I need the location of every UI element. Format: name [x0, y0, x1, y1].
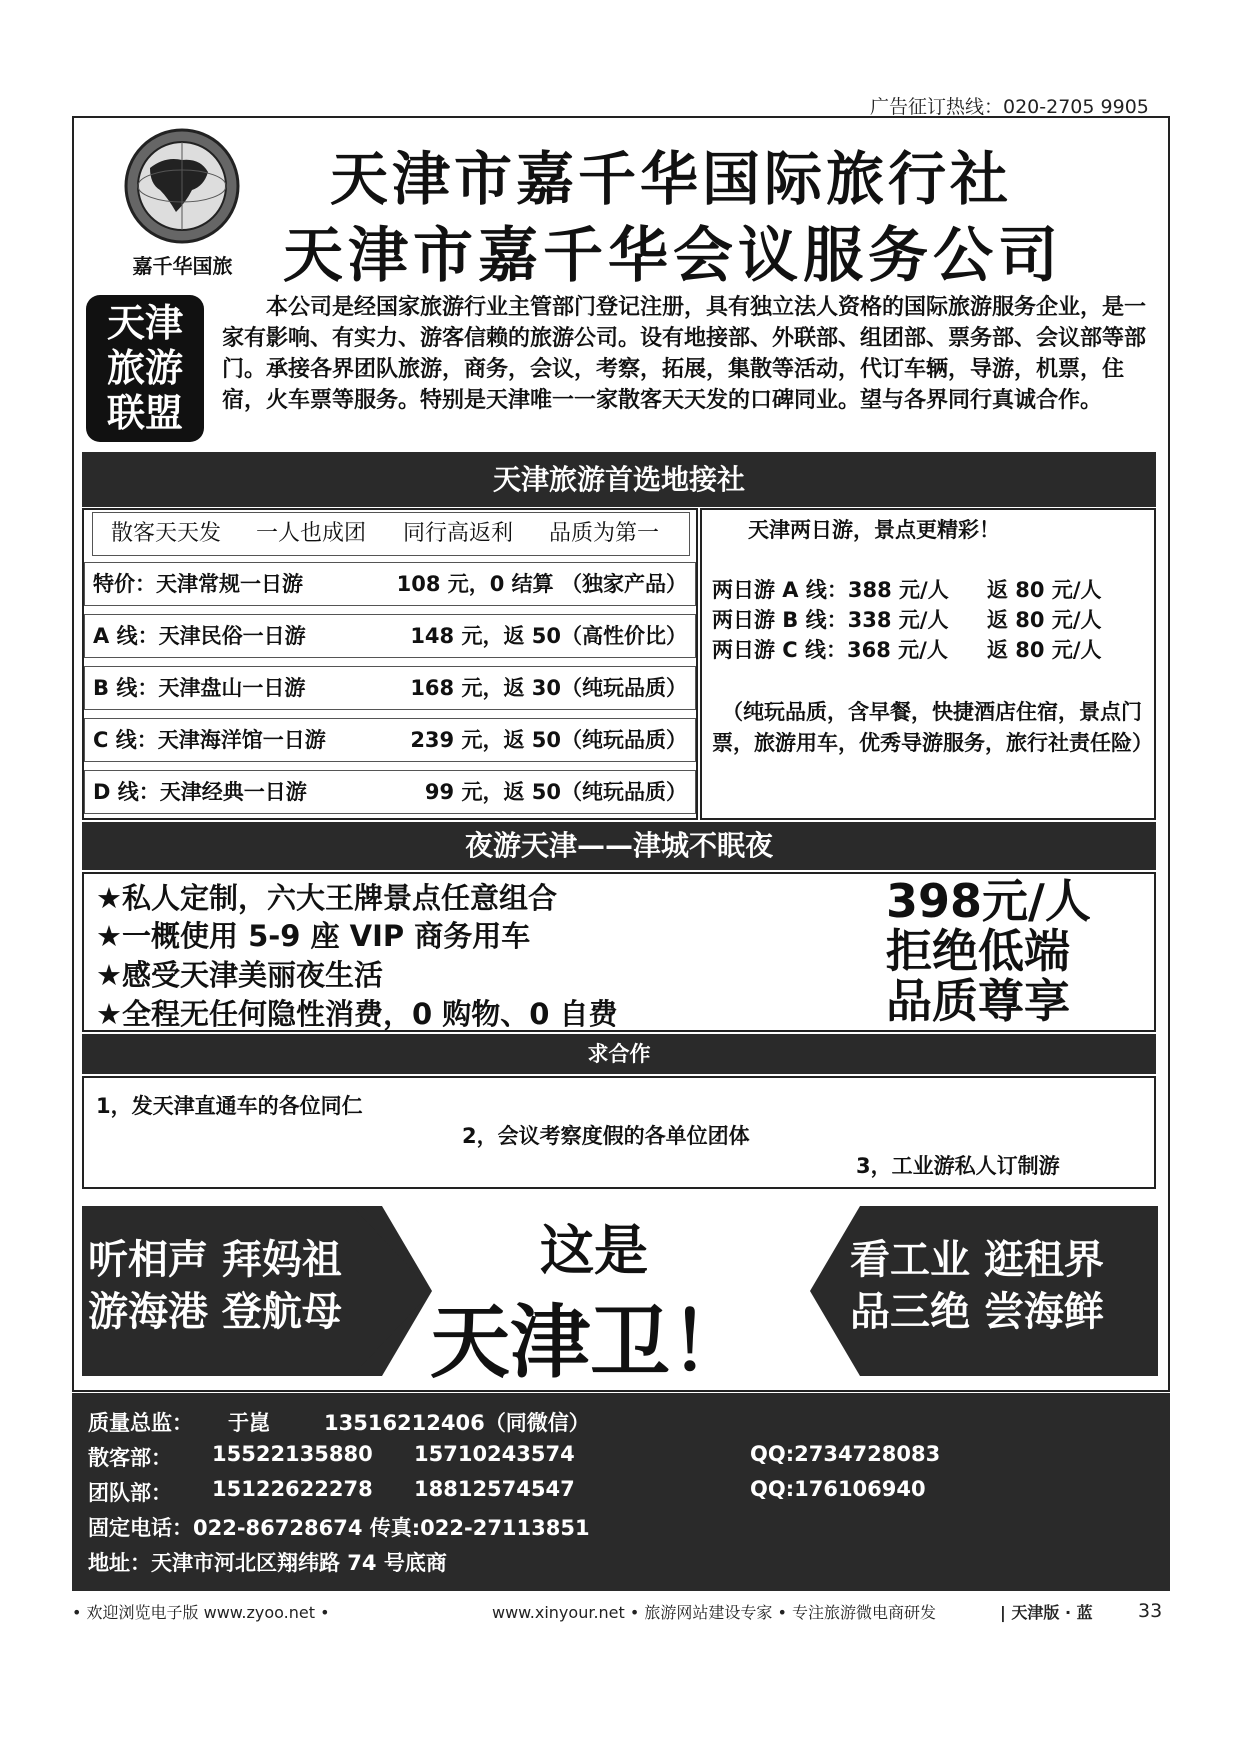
company-intro: 本公司是经国家旅游行业主管部门登记注册，具有独立法人资格的国际旅游服务企业，是一家有影响、有实力、游客信赖的旅游公司。设有地接部、外联部、组团部、票务部、会议部等部门。承接各界团队旅游，商务，会议，考察，拓展，集散等活动，代订车辆，导游，机票，住宿，火车票等服务。特别是天津唯一一家散客天天发的口碑同业。望与各界同行真诚合作。	[222, 295, 1147, 413]
slogan-row	[92, 512, 690, 556]
retail-label: 散客部：	[88, 1446, 172, 1470]
night-feature: ★全程无任何隐性消费，0 购物、0 自费	[96, 997, 618, 1031]
group-phone: 15122622278	[212, 1477, 373, 1501]
night-slogan: 品质尊享	[886, 974, 1070, 1028]
tour-row	[84, 666, 696, 710]
retail-qq: QQ:2734728083	[750, 1442, 941, 1466]
tour-price: 168 元，返 30（纯玩品质）	[410, 676, 687, 700]
banner-left-line: 游海港 登航母	[88, 1288, 342, 1335]
contact-block	[72, 1393, 1170, 1591]
edition-label: 天津版 · 蓝	[1011, 1603, 1093, 1622]
badge-line: 天津	[106, 301, 183, 345]
banner-right-panel	[810, 1206, 1158, 1376]
section-heading-night-tour: 夜游天津——津城不眠夜	[82, 822, 1156, 870]
section-heading-cooperation: 求合作	[82, 1034, 1156, 1074]
slogan: 一人也成团	[256, 521, 367, 546]
banner-headline-top: 这是	[540, 1218, 648, 1282]
night-feature: ★感受天津美丽夜生活	[96, 958, 383, 992]
banner-headline-main: 天津卫！	[430, 1295, 750, 1389]
two-day-price: 两日游 A 线：388 元/人	[712, 578, 949, 602]
tour-price: 99 元，返 50（纯玩品质）	[424, 780, 687, 804]
badge-line: 联盟	[106, 391, 183, 435]
section-heading-local-agency: 天津旅游首选地接社	[82, 452, 1156, 507]
retail-phone: 15710243574	[414, 1442, 575, 1466]
tianjin-tourism-alliance-badge	[86, 295, 204, 442]
tour-name: D 线：天津经典一日游	[93, 780, 307, 804]
group-qq: QQ:176106940	[750, 1477, 926, 1501]
tour-row	[84, 614, 696, 658]
company-title-1: 天津市嘉千华国际旅行社	[330, 145, 1013, 213]
slogan: 品质为第一	[549, 521, 660, 546]
tour-price: 148 元，返 50（高性价比）	[410, 624, 687, 648]
tour-name: B 线：天津盘山一日游	[93, 676, 306, 700]
fixed-phone-fax: 固定电话：022-86728674 传真:022-27113851	[88, 1516, 590, 1540]
two-day-note: （纯玩品质，含早餐，快捷酒店住宿，景点门票，旅游用车，优秀导游服务，旅行社责任险）	[712, 700, 1153, 755]
two-day-tours-box	[700, 508, 1156, 820]
two-day-title: 天津两日游，景点更精彩！	[748, 518, 1000, 542]
two-day-line	[712, 634, 1102, 664]
two-day-rebate: 返 80 元/人	[987, 638, 1102, 662]
night-feature: ★一概使用 5-9 座 VIP 商务用车	[96, 919, 531, 953]
address: 地址：天津市河北区翔纬路 74 号底商	[88, 1551, 447, 1575]
night-feature: ★私人定制，六大王牌景点任意组合	[96, 881, 557, 915]
two-day-line	[712, 604, 1102, 634]
two-day-price: 两日游 B 线：338 元/人	[712, 608, 949, 632]
banner-left-line: 听相声 拜妈祖	[88, 1236, 342, 1283]
two-day-price: 两日游 C 线：368 元/人	[712, 638, 948, 662]
retail-phone: 15522135880	[212, 1442, 373, 1466]
tour-name: C 线：天津海洋馆一日游	[93, 728, 326, 752]
cooperation-item: 1，发天津直通车的各位同仁	[96, 1094, 363, 1118]
banner-right-text	[850, 1234, 1104, 1338]
two-day-rebate: 返 80 元/人	[987, 578, 1102, 602]
supervisor-phone: 13516212406（同微信）	[324, 1411, 590, 1435]
supervisor-label: 质量总监：	[88, 1411, 193, 1435]
tour-row	[84, 770, 696, 814]
tour-price: 239 元，返 50（纯玩品质）	[410, 728, 687, 752]
tour-name: A 线：天津民俗一日游	[93, 624, 306, 648]
footer-edition: | 天津版 · 蓝	[1000, 1603, 1093, 1622]
two-day-line	[712, 574, 1102, 604]
cooperation-item: 2，会议考察度假的各单位团体	[462, 1124, 750, 1148]
group-phone: 18812574547	[414, 1477, 575, 1501]
banner-right-line: 品三绝 尝海鲜	[850, 1288, 1104, 1335]
cooperation-item: 3，工业游私人订制游	[856, 1154, 1060, 1178]
tour-row	[84, 562, 696, 606]
two-day-rebate: 返 80 元/人	[987, 608, 1102, 632]
banner-left-panel	[82, 1206, 432, 1376]
night-price: 398元/人	[886, 874, 1091, 928]
page-number: 33	[1138, 1600, 1163, 1622]
banner-right-line: 看工业 逛租界	[850, 1236, 1104, 1283]
tour-name: 特价：天津常规一日游	[93, 572, 303, 596]
tour-row	[84, 718, 696, 762]
group-label: 团队部：	[88, 1481, 172, 1505]
ad-hotline: 广告征订热线：020-2705 9905	[870, 96, 1149, 118]
banner-left-text	[88, 1234, 342, 1338]
night-slogan: 拒绝低端	[886, 924, 1070, 978]
logo-name: 嘉千华国旅	[132, 254, 233, 278]
supervisor-name: 于崑	[228, 1411, 270, 1435]
slogan: 同行高返利	[403, 521, 514, 546]
company-title-2: 天津市嘉千华会议服务公司	[283, 221, 1063, 291]
footer-right: www.xinyour.net • 旅游网站建设专家 • 专注旅游微电商研发	[492, 1603, 937, 1622]
badge-line: 旅游	[106, 346, 183, 390]
tour-price: 108 元，0 结算 （独家产品）	[396, 572, 687, 596]
slogan: 散客天天发	[111, 521, 222, 546]
footer-left: • 欢迎浏览电子版 www.zyoo.net •	[72, 1603, 330, 1622]
